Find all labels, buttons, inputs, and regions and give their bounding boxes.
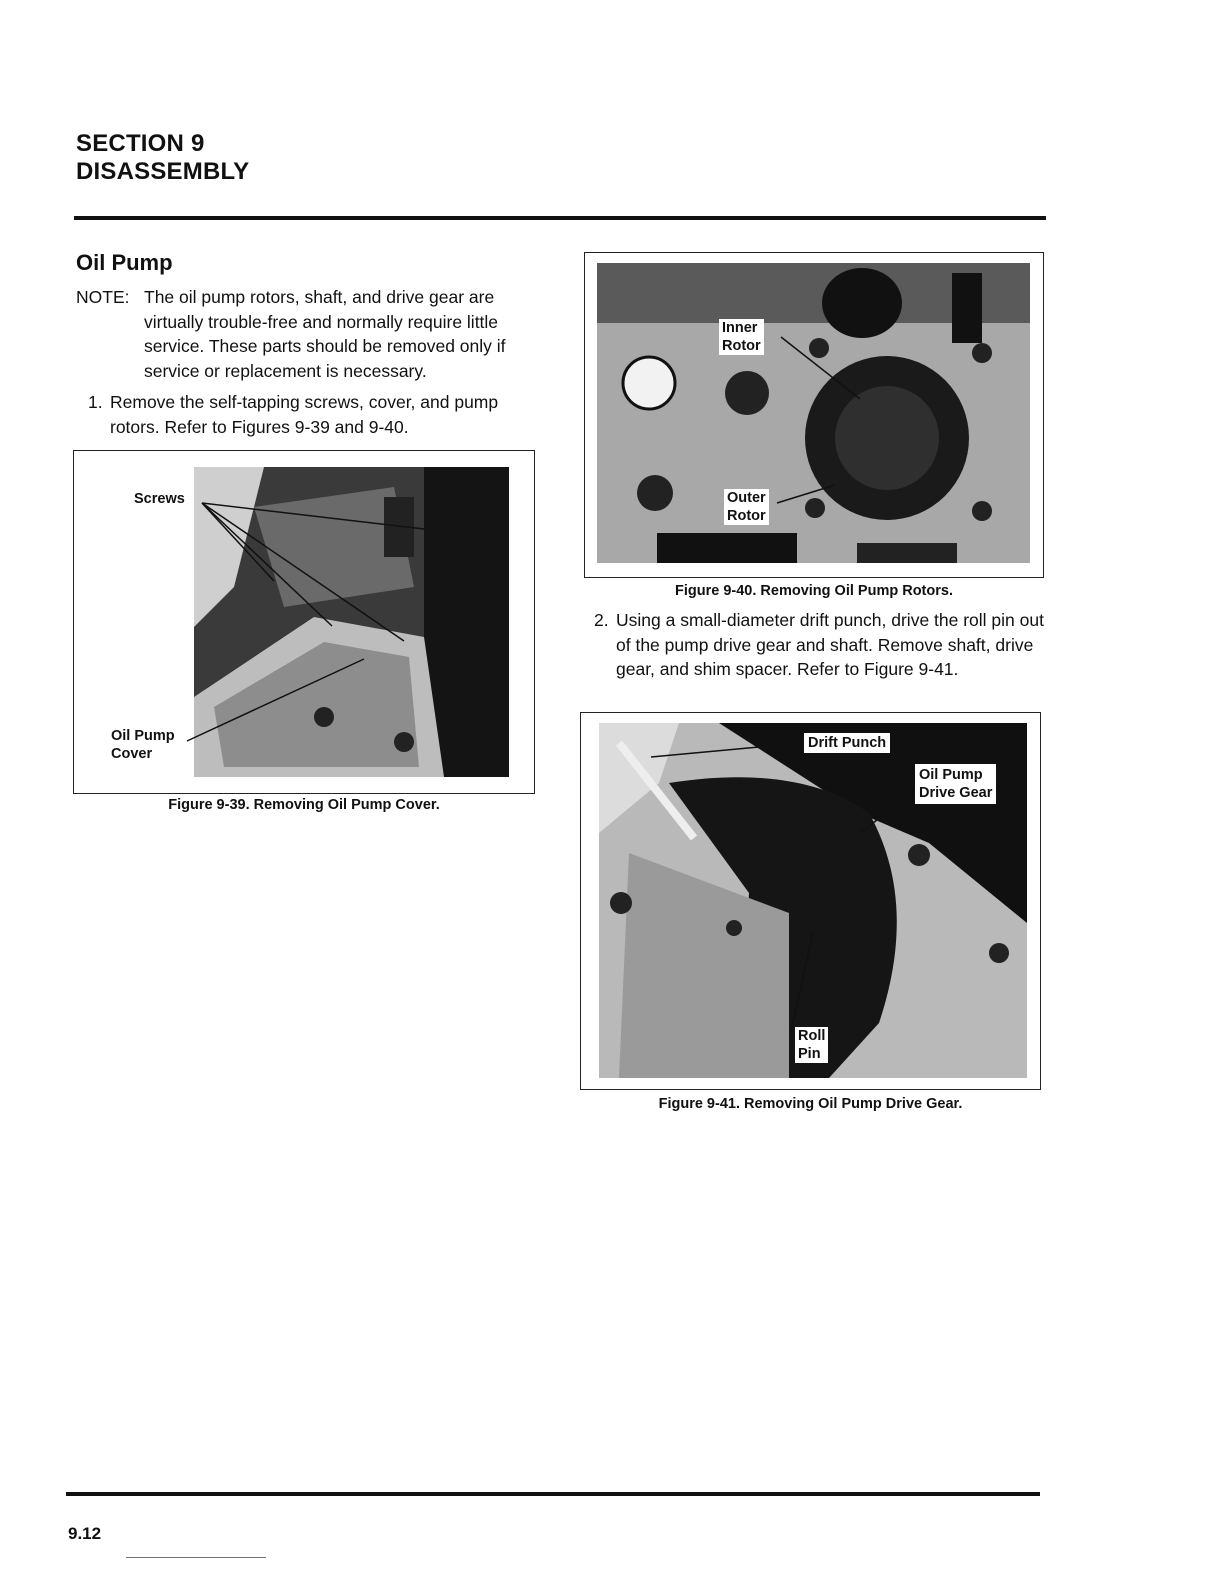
step-2	[594, 608, 1049, 682]
figure-9-40-caption: Figure 9-40. Removing Oil Pump Rotors.	[675, 583, 953, 599]
footer-rule	[66, 1492, 1040, 1496]
figure-9-40	[584, 252, 1044, 578]
subsection-heading: Oil Pump	[76, 250, 173, 275]
section-title: DISASSEMBLY	[76, 158, 250, 185]
note-label: NOTE:	[76, 287, 130, 307]
step-number: 1.	[88, 392, 103, 412]
figure-9-41	[580, 712, 1041, 1090]
section-header	[76, 130, 249, 186]
footer-link-underline	[126, 1557, 266, 1558]
label-drift-punch: Drift Punch	[803, 732, 891, 754]
section-number: SECTION 9	[76, 130, 205, 157]
step-number: 2.	[594, 610, 609, 630]
figure-9-39-caption: Figure 9-39. Removing Oil Pump Cover.	[168, 797, 440, 813]
step-text: Using a small-diameter drift punch, drive the roll pin out of the pump drive gear and shaft. Remove shaft, drive gear, and shim spacer. Refer to Figure 9-41.	[616, 610, 1044, 679]
step-text: Remove the self-tapping screws, cover, and pump rotors. Refer to Figures 9-39 and 9-40.	[110, 392, 499, 437]
label-roll-pin: Roll Pin	[795, 1027, 828, 1063]
note-text: The oil pump rotors, shaft, and drive gear are virtually trouble-free and normally require little service. These parts should be removed only if service or replacement is necessary.	[144, 287, 506, 381]
label-oil-pump-cover: Oil Pump Cover	[108, 727, 178, 763]
label-oil-pump-drive-gear: Oil Pump Drive Gear	[915, 764, 996, 804]
figure-9-39	[73, 450, 535, 794]
figure-9-40-callout-lines	[585, 253, 1045, 579]
note-block	[76, 285, 546, 383]
label-screws: Screws	[130, 489, 189, 509]
label-outer-rotor: Outer Rotor	[724, 489, 769, 525]
page-number: 9.12	[68, 1524, 102, 1543]
header-rule	[74, 216, 1046, 220]
step-1	[88, 390, 548, 439]
figure-9-41-caption: Figure 9-41. Removing Oil Pump Drive Gear.	[658, 1096, 963, 1112]
label-inner-rotor: Inner Rotor	[719, 319, 764, 355]
